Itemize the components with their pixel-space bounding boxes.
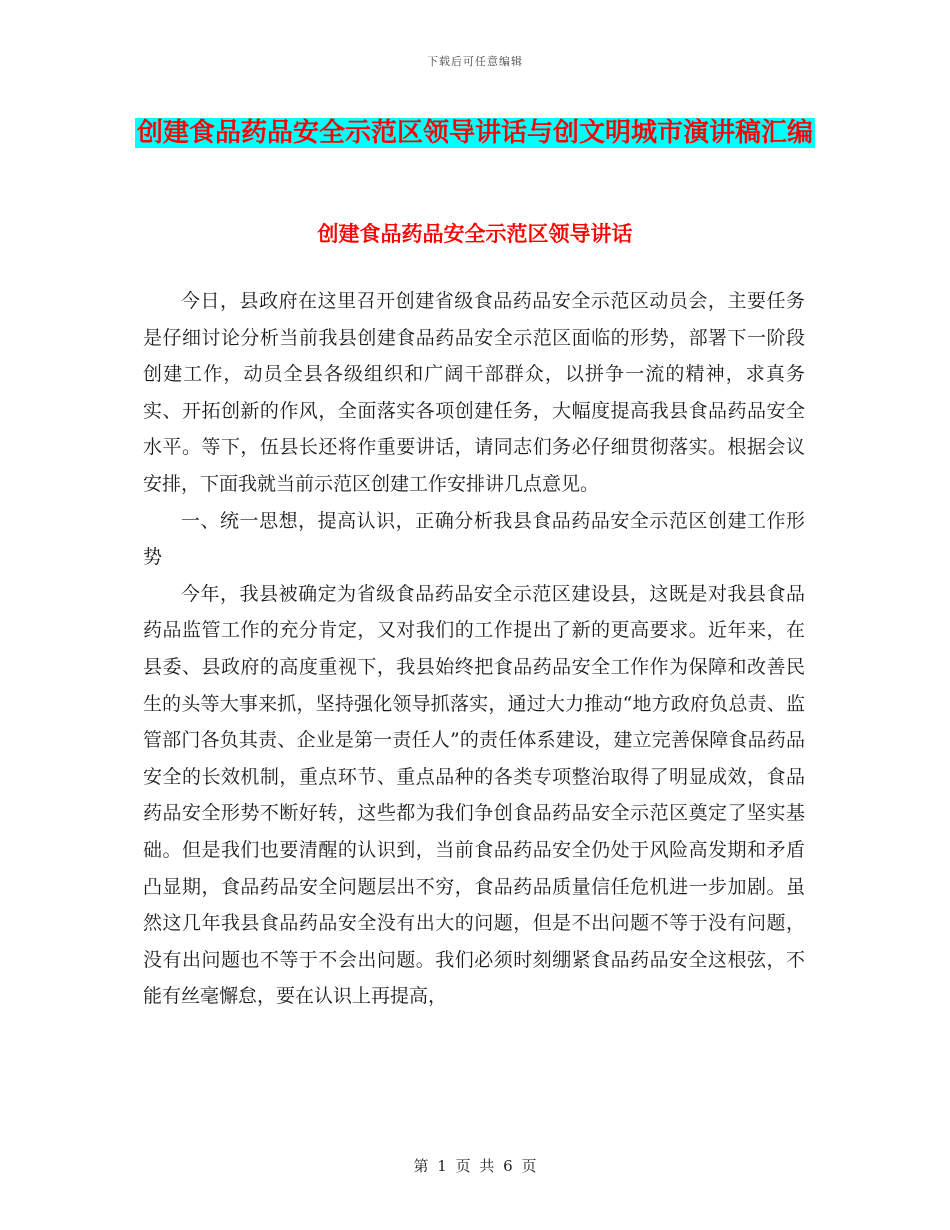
document-title [100, 110, 850, 156]
section-title: 创建食品药品安全示范区领导讲话 [317, 222, 633, 246]
paragraph: 今日，县政府在这里召开创建省级食品药品安全示范区动员会，主要任务是仔细讨论分析当前我县创建食品药品安全示范区面临的形势，部署下一阶段创建工作，动员全县各级组织和广阔干部群众，以拼争一流的精神，求真务实、开拓创新的作风，全面落实各项创建任务，大幅度提高我县食品药品安全水平。等下，伍县长还将作重要讲话，请同志们务必仔细贯彻落实。根据会议安排，下面我就当前示范区创建工作安排讲几点意见。 [143, 290, 805, 495]
document-body [143, 283, 805, 1015]
paragraph: 今年，我县被确定为省级食品药品安全示范区建设县，这既是对我县食品药品监管工作的充分肯定，又对我们的工作提出了新的更高要求。近年来，在县委、县政府的高度重视下，我县始终把食品药品安全工作作为保障和改善民生的头等大事来抓，坚持强化领导抓落实，通过大力推动“地方政府负总责、监管部门各负其责、企业是第一责任人”的责任体系建设，建立完善保障食品药品安全的长效机制，重点环节、重点品种的各类专项整治取得了明显成效，食品药品安全形势不断好转，这些都为我们争创食品药品安全示范区奠定了坚实基础。但是我们也要清醒的认识到，当前食品药品安全仍处于风险高发期和矛盾凸显期，食品药品安全问题层出不穷，食品药品质量信任危机进一步加剧。虽然这几年我县食品药品安全没有出大的问题，但是不出问题不等于没有问题，没有出问题也不等于不会出问题。我们必须时刻绷紧食品药品安全这根弦，不能有丝毫懈怠，要在认识上再提高， [143, 582, 805, 1008]
paragraph: 一、统一思想，提高认识，正确分析我县食品药品安全示范区创建工作形势 [143, 509, 805, 569]
page-header-note: 下载后可任意编辑 [427, 55, 523, 68]
document-title-text: 创建食品药品安全示范区领导讲话与创文明城市演讲稿汇编 [136, 118, 813, 148]
page-footer: 第 1 页 共 6 页 [413, 1157, 537, 1175]
